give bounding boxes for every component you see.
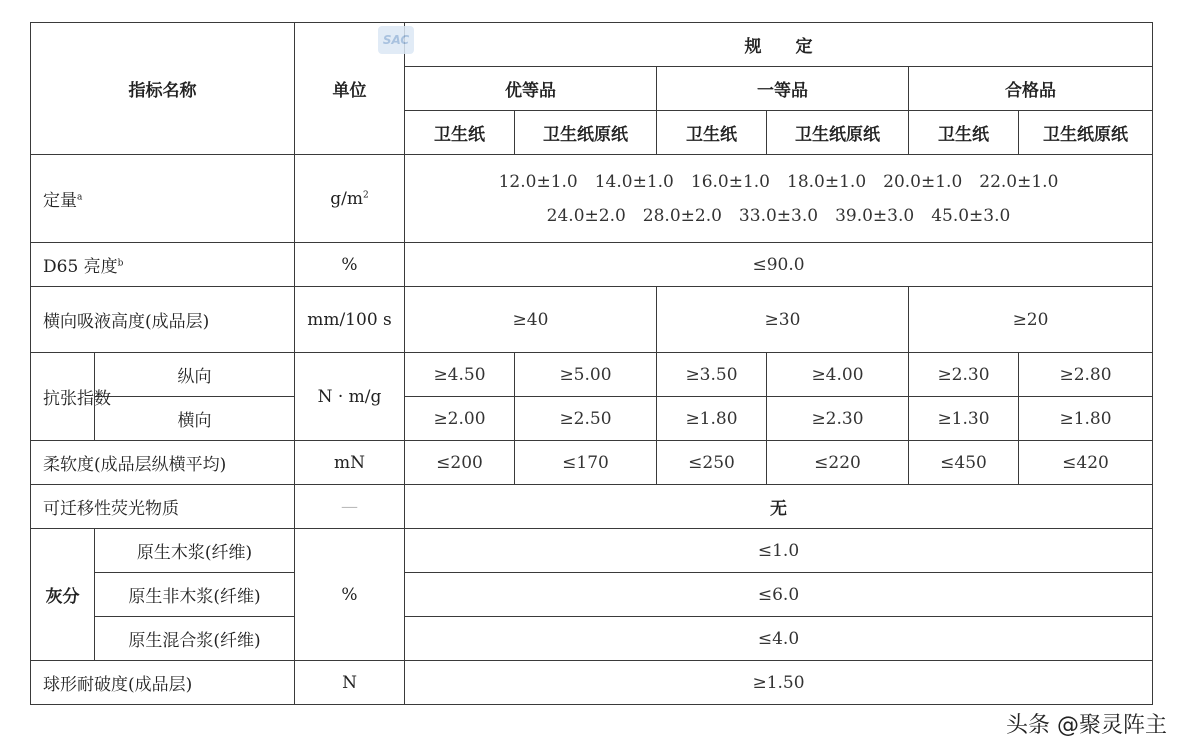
tensile-cd-value: ≥2.30 bbox=[767, 397, 909, 441]
header-subtype-tissue: 卫生纸 bbox=[909, 111, 1019, 155]
basis-weight-line-2: 24.0±2.0 28.0±2.0 33.0±3.0 39.0±3.0 45.0±3.0 bbox=[546, 205, 1011, 226]
header-subtype-tissue: 卫生纸 bbox=[657, 111, 767, 155]
softness-value: ≤450 bbox=[909, 441, 1019, 485]
row-burst-unit: N bbox=[295, 661, 405, 705]
softness-value: ≤420 bbox=[1019, 441, 1153, 485]
ash-item-label: 原生木浆(纤维) bbox=[95, 529, 295, 573]
row-fluorescent-name: 可迁移性荧光物质 bbox=[31, 485, 295, 529]
tensile-md-value: ≥2.80 bbox=[1019, 353, 1153, 397]
ash-item-value: ≤6.0 bbox=[405, 573, 1153, 617]
row-brightness-unit: % bbox=[295, 243, 405, 287]
tensile-md-value: ≥4.00 bbox=[767, 353, 909, 397]
tensile-cd-value: ≥1.80 bbox=[1019, 397, 1153, 441]
tensile-md-value: ≥3.50 bbox=[657, 353, 767, 397]
header-grade-qualified: 合格品 bbox=[909, 67, 1153, 111]
header-subtype-base-paper: 卫生纸原纸 bbox=[1019, 111, 1153, 155]
row-wicking-unit: mm/100 s bbox=[295, 287, 405, 353]
row-fluorescent-value: 无 bbox=[405, 485, 1153, 529]
header-subtype-tissue: 卫生纸 bbox=[405, 111, 515, 155]
row-tensile-name: 抗张指数 bbox=[31, 353, 95, 441]
header-subtype-base-paper: 卫生纸原纸 bbox=[515, 111, 657, 155]
row-ash-unit: % bbox=[295, 529, 405, 661]
row-basis-weight-values bbox=[405, 155, 1153, 243]
row-burst-name: 球形耐破度(成品层) bbox=[31, 661, 295, 705]
ash-item-label: 原生非木浆(纤维) bbox=[95, 573, 295, 617]
row-wicking-first: ≥30 bbox=[657, 287, 909, 353]
ash-item-value: ≤4.0 bbox=[405, 617, 1153, 661]
row-basis-weight-name: 定量$^a$ bbox=[31, 155, 295, 243]
tensile-cd-value: ≥1.80 bbox=[657, 397, 767, 441]
sac-watermark-logo: SAC bbox=[378, 26, 414, 54]
row-ash-name: 灰分 bbox=[31, 529, 95, 661]
row-burst-value: ≥1.50 bbox=[405, 661, 1153, 705]
header-indicator-name: 指标名称 bbox=[31, 23, 295, 155]
row-wicking-qualified: ≥20 bbox=[909, 287, 1153, 353]
header-grade-first: 一等品 bbox=[657, 67, 909, 111]
row-brightness-value: ≤90.0 bbox=[405, 243, 1153, 287]
tensile-md-value: ≥5.00 bbox=[515, 353, 657, 397]
row-wicking-premium: ≥40 bbox=[405, 287, 657, 353]
tensile-cd-value: ≥2.00 bbox=[405, 397, 515, 441]
row-tensile-md-label: 纵向 bbox=[95, 353, 295, 397]
softness-value: ≤170 bbox=[515, 441, 657, 485]
specification-table bbox=[30, 22, 1153, 705]
row-softness-name: 柔软度(成品层纵横平均) bbox=[31, 441, 295, 485]
tensile-md-value: ≥2.30 bbox=[909, 353, 1019, 397]
tensile-cd-value: ≥1.30 bbox=[909, 397, 1019, 441]
row-basis-weight-unit: $g/m^2$ bbox=[295, 155, 405, 243]
header-grade-premium: 优等品 bbox=[405, 67, 657, 111]
row-brightness-name: D65 亮度$^b$ bbox=[31, 243, 295, 287]
tensile-md-value: ≥4.50 bbox=[405, 353, 515, 397]
row-tensile-unit: N · m/g bbox=[295, 353, 405, 441]
softness-value: ≤200 bbox=[405, 441, 515, 485]
row-wicking-name: 横向吸液高度(成品层) bbox=[31, 287, 295, 353]
softness-value: ≤220 bbox=[767, 441, 909, 485]
row-softness-unit: mN bbox=[295, 441, 405, 485]
ash-item-label: 原生混合浆(纤维) bbox=[95, 617, 295, 661]
attribution-text: 头条 @聚灵阵主 bbox=[1006, 713, 1167, 738]
softness-value: ≤250 bbox=[657, 441, 767, 485]
row-tensile-cd-label: 横向 bbox=[95, 397, 295, 441]
header-subtype-base-paper: 卫生纸原纸 bbox=[767, 111, 909, 155]
header-unit: 单位 bbox=[295, 23, 405, 155]
header-spec: 规 定 bbox=[405, 23, 1153, 67]
basis-weight-line-1: 12.0±1.0 14.0±1.0 16.0±1.0 18.0±1.0 20.0±1.0 22.0±1.0 bbox=[498, 171, 1059, 192]
ash-item-value: ≤1.0 bbox=[405, 529, 1153, 573]
tensile-cd-value: ≥2.50 bbox=[515, 397, 657, 441]
row-fluorescent-unit: — bbox=[295, 485, 405, 529]
